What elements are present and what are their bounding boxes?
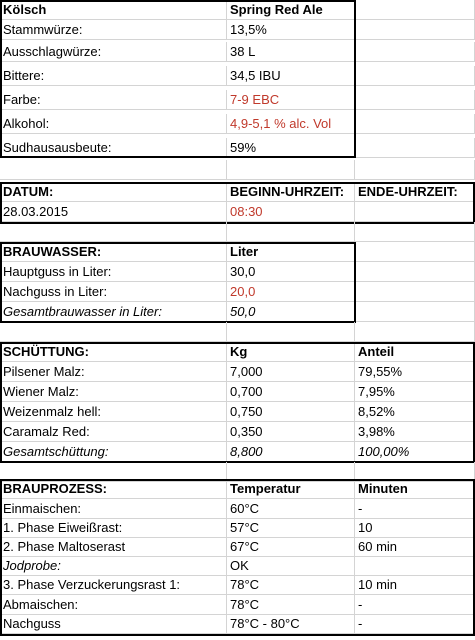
cell-beer-style[interactable]: Kölsch	[0, 0, 227, 20]
table-row	[0, 479, 475, 499]
cell-value[interactable]: 57°C	[227, 518, 355, 538]
cell-empty[interactable]	[355, 302, 475, 322]
cell-label[interactable]: Einmaischen:	[0, 499, 227, 519]
cell-header-brauwasser[interactable]: BRAUWASSER:	[0, 242, 227, 262]
table-row	[0, 322, 475, 342]
cell-minutes[interactable]: -	[355, 595, 475, 615]
cell-empty[interactable]	[355, 42, 475, 62]
table-row	[0, 222, 475, 242]
cell-label[interactable]: Gesamtbrauwasser in Liter:	[0, 302, 227, 322]
cell-header-liter[interactable]: Liter	[227, 242, 355, 262]
table-row	[0, 595, 475, 615]
cell-header-ende[interactable]: ENDE-UHRZEIT:	[355, 182, 475, 202]
cell-empty[interactable]	[0, 222, 227, 242]
cell-empty[interactable]	[355, 66, 475, 86]
table-row	[0, 242, 475, 262]
cell-value[interactable]: OK	[227, 556, 355, 576]
cell-empty[interactable]	[355, 114, 475, 134]
cell-label[interactable]: 3. Phase Verzuckerungsrast 1:	[0, 575, 227, 595]
cell-value[interactable]: 8,800	[227, 442, 355, 462]
cell-minutes[interactable]: -	[355, 614, 475, 634]
table-row	[0, 614, 475, 634]
cell-percent[interactable]: 79,55%	[355, 362, 475, 382]
cell-label[interactable]: 2. Phase Maltoserast	[0, 537, 227, 557]
cell-empty[interactable]	[355, 282, 475, 302]
table-row	[0, 302, 475, 322]
cell-header-schuettung[interactable]: SCHÜTTUNG:	[0, 342, 227, 362]
table-row	[0, 66, 475, 86]
cell-value[interactable]: 59%	[227, 138, 355, 158]
cell-minutes[interactable]: -	[355, 499, 475, 519]
cell-value[interactable]: 50,0	[227, 302, 355, 322]
table-row	[0, 518, 475, 538]
table-row	[0, 556, 475, 576]
cell-empty[interactable]	[355, 0, 475, 20]
cell-header-kg[interactable]: Kg	[227, 342, 355, 362]
table-row	[0, 402, 475, 422]
cell-label[interactable]: Gesamtschüttung:	[0, 442, 227, 462]
cell-value[interactable]: 4,9-5,1 % alc. Vol	[227, 114, 355, 134]
cell-label[interactable]: Abmaischen:	[0, 595, 227, 615]
table-row	[0, 282, 475, 302]
cell-label[interactable]: Ausschlagwürze:	[0, 42, 227, 62]
cell-header-minuten[interactable]: Minuten	[355, 479, 475, 499]
cell-value[interactable]: 7,000	[227, 362, 355, 382]
table-row	[0, 575, 475, 595]
cell-empty[interactable]	[355, 242, 475, 262]
cell-value[interactable]: 0,350	[227, 422, 355, 442]
cell-empty[interactable]	[0, 160, 227, 180]
cell-label[interactable]: Caramalz Red:	[0, 422, 227, 442]
cell-value[interactable]: 78°C	[227, 595, 355, 615]
cell-empty[interactable]	[355, 90, 475, 110]
cell-value[interactable]: 78°C - 80°C	[227, 614, 355, 634]
cell-percent[interactable]: 3,98%	[355, 422, 475, 442]
cell-header-datum[interactable]: DATUM:	[0, 182, 227, 202]
cell-label[interactable]: Jodprobe:	[0, 556, 227, 576]
cell-percent[interactable]: 8,52%	[355, 402, 475, 422]
cell-value[interactable]: 34,5 IBU	[227, 66, 355, 86]
cell-label[interactable]: Sudhausausbeute:	[0, 138, 227, 158]
cell-value[interactable]: 20,0	[227, 282, 355, 302]
table-row	[0, 537, 475, 557]
table-row	[0, 182, 475, 202]
cell-value[interactable]: 0,700	[227, 382, 355, 402]
table-row	[0, 0, 475, 20]
cell-empty[interactable]	[227, 160, 355, 180]
cell-value[interactable]: 38 L	[227, 42, 355, 62]
cell-empty[interactable]	[227, 222, 355, 242]
table-row	[0, 42, 475, 62]
cell-label[interactable]: Stammwürze:	[0, 20, 227, 40]
cell-percent[interactable]: 100,00%	[355, 442, 475, 462]
cell-minutes[interactable]: 10	[355, 518, 475, 538]
cell-label[interactable]: Nachguss	[0, 614, 227, 634]
cell-minutes[interactable]: 10 min	[355, 575, 475, 595]
cell-label[interactable]: 1. Phase Eiweißrast:	[0, 518, 227, 538]
cell-label[interactable]: Pilsener Malz:	[0, 362, 227, 382]
cell-value[interactable]: 13,5%	[227, 20, 355, 40]
cell-label[interactable]: Nachguss in Liter:	[0, 282, 227, 302]
cell-start-time[interactable]: 08:30	[227, 202, 355, 222]
table-row	[0, 342, 475, 362]
cell-value[interactable]: 60°C	[227, 499, 355, 519]
table-row	[0, 362, 475, 382]
cell-value[interactable]: 0,750	[227, 402, 355, 422]
cell-header-brauprozess[interactable]: BRAUPROZESS:	[0, 479, 227, 499]
cell-value[interactable]: 30,0	[227, 262, 355, 282]
cell-empty[interactable]	[355, 20, 475, 40]
cell-value[interactable]: 7-9 EBC	[227, 90, 355, 110]
cell-date[interactable]: 28.03.2015	[0, 202, 227, 222]
table-row	[0, 202, 475, 222]
cell-empty[interactable]	[355, 322, 475, 342]
cell-empty[interactable]	[0, 322, 227, 342]
table-row	[0, 160, 475, 180]
cell-label[interactable]: Bittere:	[0, 66, 227, 86]
cell-empty[interactable]	[355, 222, 475, 242]
cell-header-beginn[interactable]: BEGINN-UHRZEIT:	[227, 182, 355, 202]
cell-header-temperatur[interactable]: Temperatur	[227, 479, 355, 499]
table-row	[0, 442, 475, 462]
cell-header-anteil[interactable]: Anteil	[355, 342, 475, 362]
cell-label[interactable]: Alkohol:	[0, 114, 227, 134]
cell-value[interactable]: 67°C	[227, 537, 355, 557]
cell-label[interactable]: Weizenmalz hell:	[0, 402, 227, 422]
cell-empty[interactable]	[355, 262, 475, 282]
cell-label[interactable]: Wiener Malz:	[0, 382, 227, 402]
cell-minutes[interactable]: 60 min	[355, 537, 475, 557]
cell-percent[interactable]: 7,95%	[355, 382, 475, 402]
cell-minutes[interactable]	[355, 556, 475, 576]
table-row	[0, 20, 475, 40]
table-row	[0, 422, 475, 442]
table-row	[0, 114, 475, 134]
cell-value[interactable]: 78°C	[227, 575, 355, 595]
cell-empty[interactable]	[227, 322, 355, 342]
cell-empty[interactable]	[355, 138, 475, 158]
table-row	[0, 262, 475, 282]
cell-label[interactable]: Hauptguss in Liter:	[0, 262, 227, 282]
table-row	[0, 138, 475, 158]
cell-end-time[interactable]	[355, 202, 475, 222]
table-row	[0, 90, 475, 110]
cell-label[interactable]: Farbe:	[0, 90, 227, 110]
table-row	[0, 382, 475, 402]
cell-beer-name[interactable]: Spring Red Ale	[227, 0, 355, 20]
cell-empty[interactable]	[355, 160, 475, 180]
table-row	[0, 499, 475, 519]
